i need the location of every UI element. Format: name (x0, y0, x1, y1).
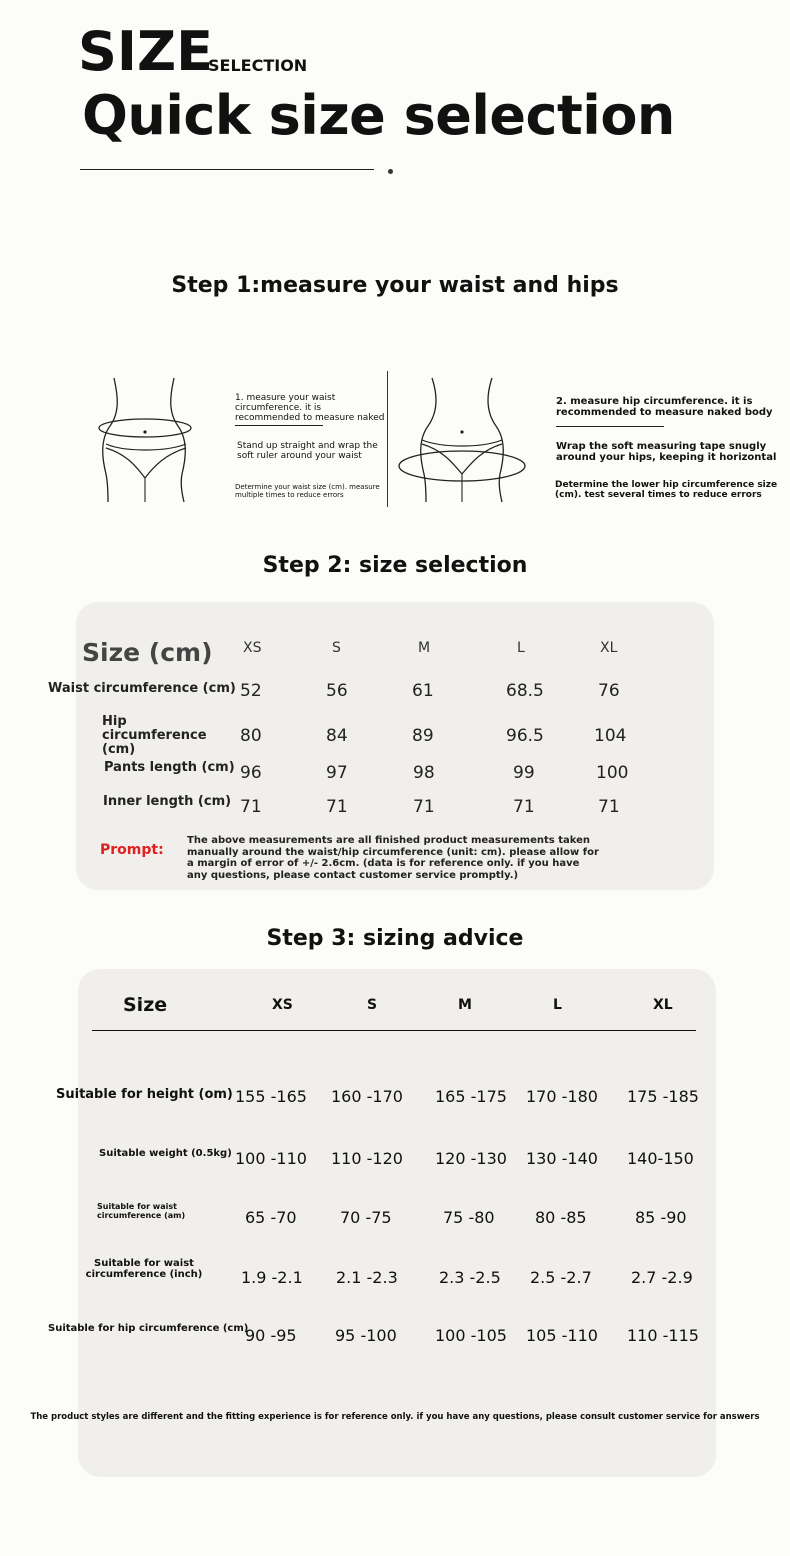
row-label-waist: Waist circumference (cm) (48, 681, 236, 696)
table-cell: 170 -180 (526, 1087, 598, 1106)
table-cell: 96 (240, 763, 262, 783)
table-cell: 110 -115 (627, 1326, 699, 1345)
prompt-text: The above measurements are all finished product measurements taken manually around the waist/hip circumference (unit: cm). please allow for a margin of error of +/- 2.6cm. (data is for reference only. if you have any questions, please contact customer service promptly.) (187, 835, 599, 881)
table-cell: 160 -170 (331, 1087, 403, 1106)
table-cell: 71 (598, 797, 620, 817)
table-cell: 95 -100 (335, 1326, 397, 1345)
table-cell: 71 (240, 797, 262, 817)
table-cell: 76 (598, 681, 620, 701)
table-cell: 100 (596, 763, 629, 783)
table-cell: 85 -90 (635, 1208, 687, 1227)
table-cell: 70 -75 (340, 1208, 392, 1227)
header-divider (80, 169, 374, 170)
table-cell: 84 (326, 726, 348, 746)
page-title: Quick size selection (82, 84, 675, 147)
table-cell: 99 (513, 763, 535, 783)
step1-title: Step 1:measure your waist and hips (171, 273, 619, 298)
advice-header-l: L (553, 997, 562, 1013)
advice-header-divider (92, 1030, 696, 1031)
table-cell: 80 (240, 726, 262, 746)
advice-label-weight: Suitable weight (0.5kg) (99, 1148, 232, 1159)
waist-note-2: Stand up straight and wrap the soft ruler around your waist (237, 441, 378, 461)
row-label-pants-length: Pants length (cm) (104, 760, 235, 775)
size-header-xl: XL (600, 640, 618, 656)
size-cm-label: Size (cm) (82, 638, 213, 667)
table-cell: 71 (413, 797, 435, 817)
advice-label-waist-inch: Suitable for waist circumference (inch) (85, 1258, 203, 1280)
table-cell: 80 -85 (535, 1208, 587, 1227)
table-cell: 100 -110 (235, 1149, 307, 1168)
table-cell: 140-150 (627, 1149, 694, 1168)
row-label-inner-length: Inner length (cm) (103, 794, 232, 809)
table-cell: 52 (240, 681, 262, 701)
step1-vertical-divider (387, 371, 388, 507)
sizing-advice-panel (78, 969, 716, 1477)
size-header-l: L (517, 640, 525, 656)
table-cell: 65 -70 (245, 1208, 297, 1227)
prompt-label: Prompt: (100, 842, 164, 858)
hip-note-2: Wrap the soft measuring tape snugly around your hips, keeping it horizontal (556, 441, 777, 463)
table-cell: 120 -130 (435, 1149, 507, 1168)
size-header-m: M (418, 640, 431, 656)
advice-header-xl: XL (653, 997, 673, 1013)
advice-label-hip: Suitable for hip circumference (cm) (48, 1323, 249, 1334)
table-cell: 130 -140 (526, 1149, 598, 1168)
advice-header-xs: XS (272, 997, 293, 1013)
size-label: Size (123, 994, 168, 1016)
table-cell: 75 -80 (443, 1208, 495, 1227)
hip-note-1: 2. measure hip circumference. it is recommended to measure naked body (556, 396, 773, 418)
table-cell: 56 (326, 681, 348, 701)
table-cell: 2.1 -2.3 (336, 1268, 398, 1287)
table-cell: 98 (413, 763, 435, 783)
size-header-s: S (332, 640, 341, 656)
row-label-hip: Hip circumference (cm) (102, 714, 207, 757)
table-cell: 1.9 -2.1 (241, 1268, 303, 1287)
advice-header-s: S (367, 997, 378, 1013)
step3-title: Step 3: sizing advice (266, 926, 524, 951)
table-cell: 100 -105 (435, 1326, 507, 1345)
waist-note-underline (235, 425, 323, 426)
size-heading: SIZE (78, 20, 214, 83)
waist-note-3: Determine your waist size (cm). measure multiple times to reduce errors (235, 483, 380, 499)
table-cell: 61 (412, 681, 434, 701)
advice-label-waist-cm: Suitable for waist circumference (am) (97, 1202, 186, 1220)
header-dot (388, 169, 393, 174)
table-cell: 2.5 -2.7 (530, 1268, 592, 1287)
table-cell: 105 -110 (526, 1326, 598, 1345)
footer-disclaimer: The product styles are different and the fitting experience is for reference only. if you have any questions, please consult customer service for answers (30, 1412, 760, 1422)
waist-figure-illustration (96, 376, 196, 504)
table-cell: 2.3 -2.5 (439, 1268, 501, 1287)
advice-header-m: M (458, 997, 472, 1013)
table-cell: 71 (326, 797, 348, 817)
table-cell: 97 (326, 763, 348, 783)
table-cell: 165 -175 (435, 1087, 507, 1106)
table-cell: 104 (594, 726, 627, 746)
step2-title: Step 2: size selection (262, 553, 528, 578)
selection-subheading: SELECTION (208, 56, 308, 75)
hip-note-underline (556, 426, 664, 427)
hip-note-3: Determine the lower hip circumference size (cm). test several times to reduce errors (555, 480, 778, 500)
table-cell: 90 -95 (245, 1326, 297, 1345)
table-cell: 68.5 (506, 681, 544, 701)
table-cell: 155 -165 (235, 1087, 307, 1106)
table-cell: 96.5 (506, 726, 544, 746)
size-header-xs: XS (243, 640, 262, 656)
advice-label-height: Suitable for height (om) (56, 1087, 233, 1102)
waist-note-1: 1. measure your waist circumference. it is recommended to measure naked (235, 393, 385, 423)
table-cell: 110 -120 (331, 1149, 403, 1168)
table-cell: 2.7 -2.9 (631, 1268, 693, 1287)
hip-figure-illustration (396, 376, 528, 504)
table-cell: 175 -185 (627, 1087, 699, 1106)
table-cell: 89 (412, 726, 434, 746)
table-cell: 71 (513, 797, 535, 817)
